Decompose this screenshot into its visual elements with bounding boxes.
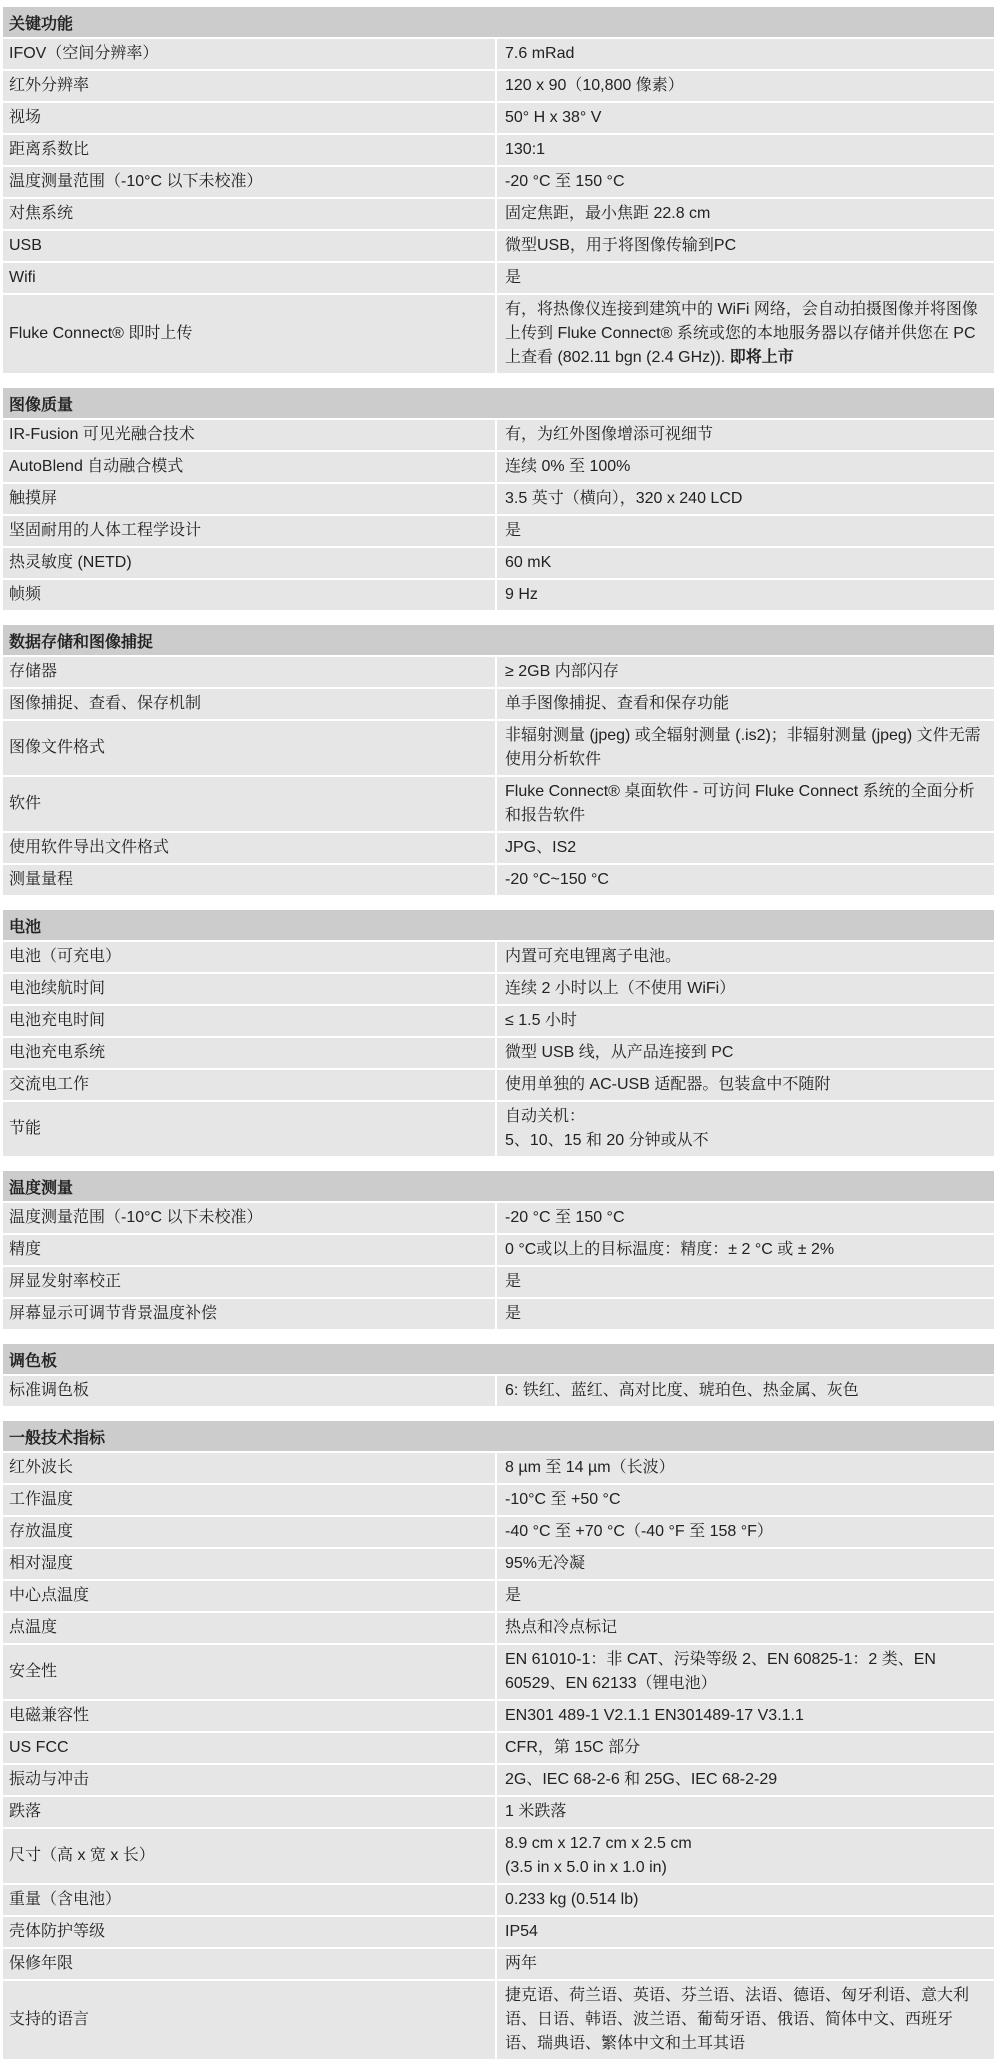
- spec-label: 电磁兼容性: [3, 1701, 497, 1733]
- spec-value: CFR，第 15C 部分: [497, 1733, 994, 1765]
- section-title: 图像质量: [3, 388, 994, 420]
- spec-row: [3, 1299, 994, 1331]
- spec-row: [3, 1733, 994, 1765]
- spec-value: 是: [497, 263, 994, 295]
- spec-row: [3, 1645, 994, 1701]
- spec-row: [3, 777, 994, 833]
- spec-row: [3, 865, 994, 897]
- spec-row: [3, 135, 994, 167]
- spec-value: 3.5 英寸（横向），320 x 240 LCD: [497, 484, 994, 516]
- spec-row: [3, 1701, 994, 1733]
- spec-value: 50° H x 38° V: [497, 103, 994, 135]
- spec-row: [3, 1885, 994, 1917]
- spec-label: 壳体防护等级: [3, 1917, 497, 1949]
- spec-label: 工作温度: [3, 1485, 497, 1517]
- spec-row: [3, 721, 994, 777]
- spec-row: [3, 1376, 994, 1408]
- spec-label: 交流电工作: [3, 1070, 497, 1102]
- spec-value: 热点和冷点标记: [497, 1613, 994, 1645]
- spec-label: 热灵敏度 (NETD): [3, 548, 497, 580]
- spec-section-data-storage: [3, 625, 994, 897]
- spec-label: 电池充电时间: [3, 1006, 497, 1038]
- spec-row: [3, 1453, 994, 1485]
- section-title: 数据存储和图像捕捉: [3, 625, 994, 657]
- spec-value: 0.233 kg (0.514 lb): [497, 1885, 994, 1917]
- spec-row: [3, 1797, 994, 1829]
- spec-value: Fluke Connect® 桌面软件 - 可访问 Fluke Connect 系统的全面分析和报告软件: [497, 777, 994, 833]
- spec-label: 精度: [3, 1235, 497, 1267]
- spec-section-temperature: [3, 1171, 994, 1331]
- section-title: 一般技术指标: [3, 1421, 994, 1453]
- spec-value: ≤ 1.5 小时: [497, 1006, 994, 1038]
- spec-label: 红外分辨率: [3, 71, 497, 103]
- spec-label: US FCC: [3, 1733, 497, 1765]
- spec-label: 存放温度: [3, 1517, 497, 1549]
- spec-label: 红外波长: [3, 1453, 497, 1485]
- spec-value: 6: 铁红、蓝红、高对比度、琥珀色、热金属、灰色: [497, 1376, 994, 1408]
- spec-label: 屏幕显示可调节背景温度补偿: [3, 1299, 497, 1331]
- spec-row: [3, 1613, 994, 1645]
- spec-label: 图像文件格式: [3, 721, 497, 777]
- spec-label: 跌落: [3, 1797, 497, 1829]
- spec-label: 触摸屏: [3, 484, 497, 516]
- spec-label: 距离系数比: [3, 135, 497, 167]
- spec-row: [3, 1006, 994, 1038]
- spec-value: 连续 2 小时以上（不使用 WiFi）: [497, 974, 994, 1006]
- spec-label: 电池续航时间: [3, 974, 497, 1006]
- spec-row: [3, 689, 994, 721]
- spec-row: [3, 1981, 994, 2061]
- spec-value: 0 °C或以上的目标温度：精度：± 2 °C 或 ± 2%: [497, 1235, 994, 1267]
- spec-value: 捷克语、荷兰语、英语、芬兰语、法语、德语、匈牙利语、意大利语、日语、韩语、波兰语、葡萄牙语、俄语、简体中文、西班牙语、瑞典语、繁体中文和土耳其语: [497, 1981, 994, 2061]
- spec-row: [3, 516, 994, 548]
- spec-label: 对焦系统: [3, 199, 497, 231]
- spec-row: [3, 167, 994, 199]
- spec-label: 相对湿度: [3, 1549, 497, 1581]
- spec-row: [3, 833, 994, 865]
- spec-row: [3, 1203, 994, 1235]
- spec-label: 中心点温度: [3, 1581, 497, 1613]
- spec-row: [3, 942, 994, 974]
- spec-label: 节能: [3, 1102, 497, 1158]
- spec-document: [3, 0, 994, 2061]
- spec-label: 使用软件导出文件格式: [3, 833, 497, 865]
- spec-value: -20 °C~150 °C: [497, 865, 994, 897]
- section-title: 电池: [3, 910, 994, 942]
- spec-value: IP54: [497, 1917, 994, 1949]
- spec-label: 电池充电系统: [3, 1038, 497, 1070]
- spec-row: [3, 1917, 994, 1949]
- spec-value: 是: [497, 1299, 994, 1331]
- spec-value: 非辐射测量 (jpeg) 或全辐射测量 (.is2)；非辐射测量 (jpeg) 文件无需使用分析软件: [497, 721, 994, 777]
- section-title: 关键功能: [3, 7, 994, 39]
- spec-row: [3, 452, 994, 484]
- spec-value: 8.9 cm x 12.7 cm x 2.5 cm: [505, 1835, 692, 1852]
- spec-label: 视场: [3, 103, 497, 135]
- spec-section-battery: [3, 910, 994, 1158]
- spec-value-line2: 5、10、15 和 20 分钟或从不: [505, 1132, 709, 1149]
- spec-value: 微型USB，用于将图像传输到PC: [497, 231, 994, 263]
- spec-label: 温度测量范围（-10°C 以下未校准）: [3, 1203, 497, 1235]
- spec-value-cell: [497, 1102, 994, 1158]
- spec-label: Wifi: [3, 263, 497, 295]
- spec-label: 点温度: [3, 1613, 497, 1645]
- spec-value: -40 °C 至 +70 °C（-40 °F 至 158 °F）: [497, 1517, 994, 1549]
- spec-row: [3, 39, 994, 71]
- spec-label: IR-Fusion 可见光融合技术: [3, 420, 497, 452]
- spec-row: [3, 657, 994, 689]
- spec-label: 温度测量范围（-10°C 以下未校准）: [3, 167, 497, 199]
- spec-row: [3, 263, 994, 295]
- spec-value: 120 x 90（10,800 像素）: [497, 71, 994, 103]
- spec-row: [3, 1581, 994, 1613]
- spec-row: [3, 1517, 994, 1549]
- spec-row: [3, 103, 994, 135]
- spec-section-palette: [3, 1344, 994, 1408]
- spec-value: 有，将热像仪连接到建筑中的 WiFi 网络，会自动拍摄图像并将图像上传到 Fluke Connect® 系统或您的本地服务器以存储并供您在 PC 上查看 (802.11 bgn (2.4 GHz)).: [505, 301, 978, 366]
- spec-label: 保修年限: [3, 1949, 497, 1981]
- spec-value: 自动关机：: [505, 1108, 586, 1125]
- spec-value: 微型 USB 线，从产品连接到 PC: [497, 1038, 994, 1070]
- spec-label: 软件: [3, 777, 497, 833]
- spec-label: 图像捕捉、查看、保存机制: [3, 689, 497, 721]
- spec-label: 安全性: [3, 1645, 497, 1701]
- spec-value: EN301 489-1 V2.1.1 EN301489-17 V3.1.1: [497, 1701, 994, 1733]
- spec-label: 坚固耐用的人体工程学设计: [3, 516, 497, 548]
- spec-label: IFOV（空间分辨率）: [3, 39, 497, 71]
- spec-value: EN 61010-1：非 CAT、污染等级 2、EN 60825-1：2 类、EN 60529、EN 62133（锂电池）: [497, 1645, 994, 1701]
- spec-value-cell: [497, 1829, 994, 1885]
- section-title: 温度测量: [3, 1171, 994, 1203]
- spec-value: 1 米跌落: [497, 1797, 994, 1829]
- spec-value: 9 Hz: [497, 580, 994, 612]
- spec-value: 8 µm 至 14 µm（长波）: [497, 1453, 994, 1485]
- spec-label: 测量量程: [3, 865, 497, 897]
- spec-label: 帧频: [3, 580, 497, 612]
- spec-row: [3, 1765, 994, 1797]
- spec-value: ≥ 2GB 内部闪存: [497, 657, 994, 689]
- spec-row: [3, 1102, 994, 1158]
- spec-value: 60 mK: [497, 548, 994, 580]
- spec-label: 尺寸（高 x 宽 x 长）: [3, 1829, 497, 1885]
- spec-row: [3, 1070, 994, 1102]
- spec-value: 是: [497, 1267, 994, 1299]
- spec-value-line2: (3.5 in x 5.0 in x 1.0 in): [505, 1859, 667, 1876]
- spec-label: 屏显发射率校正: [3, 1267, 497, 1299]
- spec-row: [3, 1485, 994, 1517]
- section-title: 调色板: [3, 1344, 994, 1376]
- spec-value: 7.6 mRad: [497, 39, 994, 71]
- spec-row: [3, 1829, 994, 1885]
- spec-value: JPG、IS2: [497, 833, 994, 865]
- spec-value: 固定焦距，最小焦距 22.8 cm: [497, 199, 994, 231]
- spec-row: [3, 420, 994, 452]
- spec-value: 是: [497, 516, 994, 548]
- spec-value: 是: [497, 1581, 994, 1613]
- spec-label: 电池（可充电）: [3, 942, 497, 974]
- spec-value: -10°C 至 +50 °C: [497, 1485, 994, 1517]
- spec-row: [3, 484, 994, 516]
- spec-row: [3, 231, 994, 263]
- spec-label: 振动与冲击: [3, 1765, 497, 1797]
- spec-value: 使用单独的 AC-USB 适配器。包装盒中不随附: [497, 1070, 994, 1102]
- spec-row: [3, 1038, 994, 1070]
- spec-row: [3, 71, 994, 103]
- spec-label: 存储器: [3, 657, 497, 689]
- spec-row: [3, 548, 994, 580]
- spec-row: [3, 199, 994, 231]
- spec-row: [3, 1949, 994, 1981]
- spec-value: 有，为红外图像增添可视细节: [497, 420, 994, 452]
- spec-row: [3, 1235, 994, 1267]
- spec-row: [3, 295, 994, 375]
- spec-value: 连续 0% 至 100%: [497, 452, 994, 484]
- spec-label: USB: [3, 231, 497, 263]
- spec-label: Fluke Connect® 即时上传: [3, 295, 497, 375]
- spec-value: -20 °C 至 150 °C: [497, 1203, 994, 1235]
- spec-section-key-features: [3, 7, 994, 375]
- spec-value-cell: [497, 295, 994, 375]
- spec-row: [3, 974, 994, 1006]
- spec-label: 支持的语言: [3, 1981, 497, 2061]
- spec-value: 两年: [497, 1949, 994, 1981]
- coming-soon-note: 即将上市: [729, 349, 794, 366]
- spec-value: 95%无冷凝: [497, 1549, 994, 1581]
- spec-label: 重量（含电池）: [3, 1885, 497, 1917]
- spec-label: 标准调色板: [3, 1376, 497, 1408]
- spec-value: 130:1: [497, 135, 994, 167]
- spec-value: 内置可充电锂离子电池。: [497, 942, 994, 974]
- spec-label: AutoBlend 自动融合模式: [3, 452, 497, 484]
- spec-section-general: [3, 1421, 994, 2061]
- spec-section-image-quality: [3, 388, 994, 612]
- spec-row: [3, 1549, 994, 1581]
- spec-value: 2G、IEC 68-2-6 和 25G、IEC 68-2-29: [497, 1765, 994, 1797]
- spec-row: [3, 580, 994, 612]
- spec-value: 单手图像捕捉、查看和保存功能: [497, 689, 994, 721]
- spec-row: [3, 1267, 994, 1299]
- spec-value: -20 °C 至 150 °C: [497, 167, 994, 199]
